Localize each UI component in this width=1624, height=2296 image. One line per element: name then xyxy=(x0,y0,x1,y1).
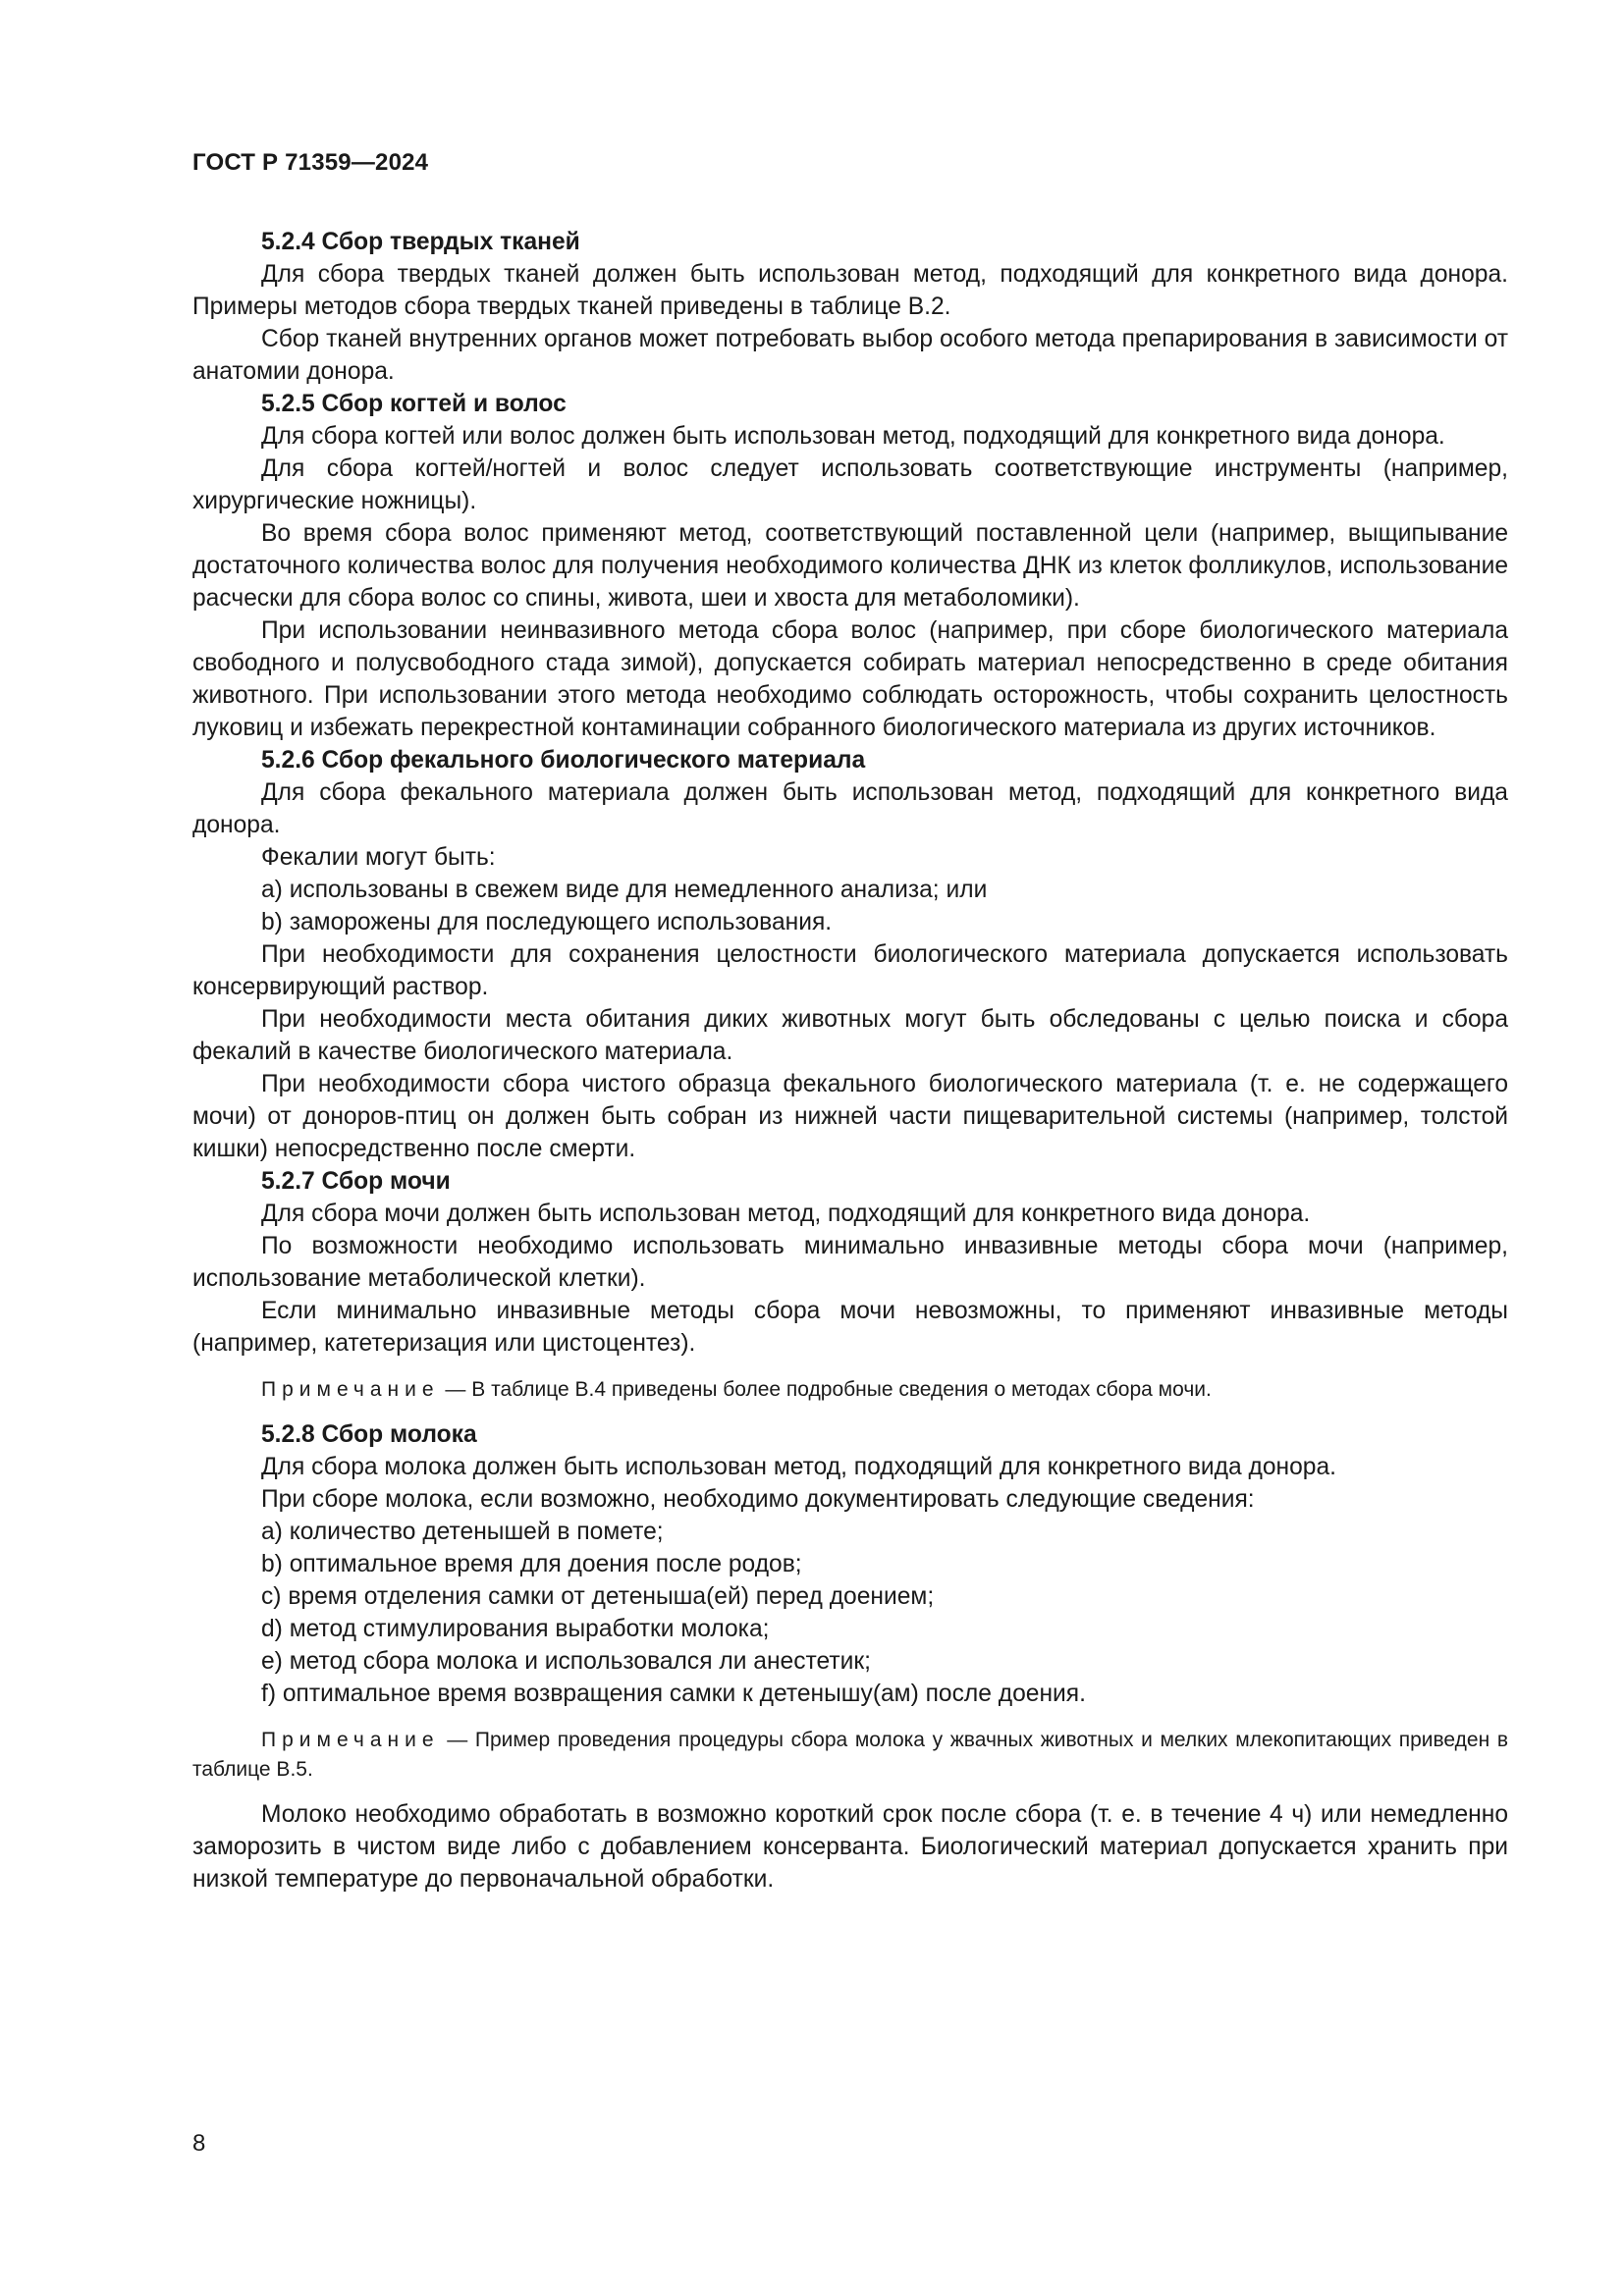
paragraph: При использовании неинвазивного метода сбора волос (например, при сборе биологического материала свободного и полусвободного стада зимой), допускается собирать материал непосредственно в среде обитания животного. При использовании этого метода необходимо соблюдать осторожность, чтобы сохранить целостность луковиц и избежать перекрестной контаминации собранного биологического материала из других источников. xyxy=(192,617,1508,741)
paragraph: Для сбора твердых тканей должен быть использован метод, подходящий для конкретного вида донора. Примеры методов сбора твердых тканей приведены в таблице В.2. xyxy=(192,261,1508,320)
list-item: e) метод сбора молока и использовался ли анестетик; xyxy=(261,1648,871,1675)
list-item: b) заморожены для последующего использования. xyxy=(261,909,833,935)
section-title: 5.2.8 Сбор молока xyxy=(261,1421,477,1448)
list-item: c) время отделения самки от детеныша(ей) перед доением; xyxy=(261,1583,935,1610)
paragraph: Если минимально инвазивные методы сбора мочи невозможны, то применяют инвазивные методы (например, катетеризация или цистоцентез). xyxy=(192,1298,1508,1357)
section-title: 5.2.4 Сбор твердых тканей xyxy=(261,229,580,255)
note-text: — Пример проведения процедуры сбора молока у жвачных животных и мелких млекопитающих приведен в таблице В.5. xyxy=(192,1729,1508,1781)
paragraph: Во время сбора волос применяют метод, соответствующий поставленной цели (например, выщипывание достаточного количества волос для получения необходимого количества ДНК из клеток фолликулов, использование расчески для сбора волос со спины, живота, шеи и хвоста для метаболомики). xyxy=(192,520,1508,612)
paragraph: Сбор тканей внутренних органов может потребовать выбор особого метода препарирования в зависимости от анатомии донора. xyxy=(192,326,1508,385)
note-label: Примечание xyxy=(261,1729,440,1751)
paragraph: При необходимости для сохранения целостности биологического материала допускается использовать консервирующий раствор. xyxy=(192,941,1508,1000)
paragraph: Для сбора когтей/ногтей и волос следует использовать соответствующие инструменты (например, хирургические ножницы). xyxy=(192,455,1508,514)
document-id: ГОСТ Р 71359—2024 xyxy=(192,149,429,176)
list-item: b) оптимальное время для доения после родов; xyxy=(261,1551,802,1577)
paragraph: Для сбора когтей или волос должен быть использован метод, подходящий для конкретного вида донора. xyxy=(261,423,1445,450)
paragraph: Для сбора мочи должен быть использован метод, подходящий для конкретного вида донора. xyxy=(261,1201,1311,1227)
note xyxy=(192,1375,1508,1405)
paragraph: При сборе молока, если возможно, необходимо документировать следующие сведения: xyxy=(261,1486,1255,1513)
paragraph: Фекалии могут быть: xyxy=(261,844,496,871)
paragraph: При необходимости места обитания диких животных могут быть обследованы с целью поиска и сбора фекалий в качестве биологического материала. xyxy=(192,1006,1508,1065)
section-title: 5.2.5 Сбор когтей и волос xyxy=(261,391,567,417)
note-label: Примечание xyxy=(261,1378,440,1401)
page-number: 8 xyxy=(192,2130,206,2157)
paragraph: По возможности необходимо использовать минимально инвазивные методы сбора мочи (например, использование метаболической клетки). xyxy=(192,1233,1508,1292)
section-title: 5.2.7 Сбор мочи xyxy=(261,1168,451,1195)
note-text: — В таблице В.4 приведены более подробные сведения о методах сбора мочи. xyxy=(439,1378,1212,1401)
list-item: a) использованы в свежем виде для немедленного анализа; или xyxy=(261,877,988,903)
list-item: d) метод стимулирования выработки молока; xyxy=(261,1616,770,1642)
paragraph: Молоко необходимо обработать в возможно короткий срок после сбора (т. е. в течение 4 ч) или немедленно заморозить в чистом виде либо с добавлением консерванта. Биологический материал допускается хранить при низкой температуре до первоначальной обработки. xyxy=(192,1801,1508,1893)
section-title: 5.2.6 Сбор фекального биологического материала xyxy=(261,747,866,774)
paragraph: При необходимости сбора чистого образца фекального биологического материала (т. е. не содержащего мочи) от доноров-птиц он должен быть собран из нижней части пищеварительной системы (например, толстой кишки) непосредственно после смерти. xyxy=(192,1071,1508,1162)
list-item: a) количество детенышей в помете; xyxy=(261,1519,664,1545)
document-body xyxy=(192,226,1508,1896)
paragraph: Для сбора фекального материала должен быть использован метод, подходящий для конкретного вида донора. xyxy=(192,779,1508,838)
note xyxy=(192,1726,1508,1785)
list-item: f) оптимальное время возвращения самки к детенышу(ам) после доения. xyxy=(261,1681,1086,1707)
paragraph: Для сбора молока должен быть использован метод, подходящий для конкретного вида донора. xyxy=(261,1454,1336,1480)
